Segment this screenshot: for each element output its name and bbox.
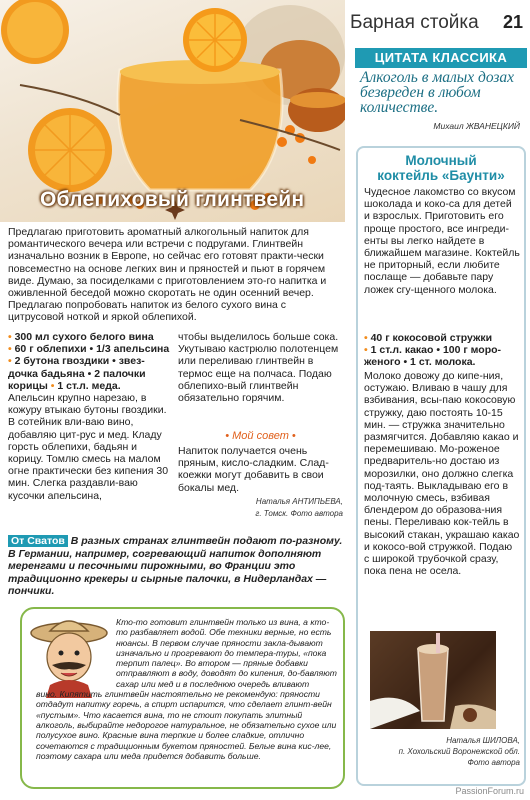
author-place: п. Хохольский Воронежской обл. (398, 747, 520, 756)
cocktail-title: Молочный коктейль «Баунти» (377, 153, 505, 183)
ingredient-item: • 60 г облепихи • 1/3 апельсина (8, 343, 170, 356)
ingredient-item: • 40 г кокосовой стружки (364, 332, 493, 344)
chef-advice-bottom: вино. Кипятить глинтвейн настоятельно не рекомендую: пряности отдадут напитку горечь, а спирт испарится, что сделает глинт-вейн «пустым». Что касается вина, то не стоит покупать элитный алкоголь, выбирайте недорогое натуральное, не обязательно сухое или полусухое вино. Красные вина терпкие и более сладкие, отлично сочетаются с традиционным букетом пряностей. Белые вина кис-лее, поэтому сахара или меда придется добавить больше. (36, 689, 337, 761)
recipe-title: Облепиховый глинтвейн (40, 188, 305, 211)
tip-text: Напиток получается очень пряным, кисло-сладким. Слад-коежки могут добавить в свои бокалы мед. (178, 445, 329, 494)
milkshake-illustration (370, 631, 496, 729)
page-number: 21 (502, 12, 523, 32)
method-text: Апельсин крупно нарезаю, в кожуру втыкаю бутоны гвоздики. В сотейник вли-ваю вино, добавляю цит-рус и мед. Кладу горсть облепихи, бадьян и корицу. Томлю смесь на малом огне практически без кипения 30 мин. Слегка раздавли-ваю кусочки апельсина, (8, 392, 169, 502)
author-name: Наталья АНТИПЬЕВА, (255, 497, 343, 506)
milkshake-photo (370, 631, 496, 729)
cocktail-intro: Чудесное лакомство со вкусом шоколада и коко-са для детей и взрослых. Приготовить его проще простого, все ингреди-енты вы легко найдете в ближайшем магазине. Коктейль не приторный, если любите послаще — добавьте пару ложек сгу-щенного молока. (364, 186, 520, 296)
quote-band: ЦИТАТА КЛАССИКА (355, 48, 527, 68)
tip-label: • Мой совет • (225, 430, 296, 442)
chef-advice-top: Кто-то готовит глинтвейн только из вина, а кто-то разбавляет водой. Обе техники верные, но есть нюансы. В первом случае пряности закла-дывают изначально и прогревают до темпера-туры, «пока терпит палец». Во втором — пряные добавки отправляют в воду, доводят до кипения, до-бавляют сахар или мед и в последнюю очередь вливают (116, 617, 337, 689)
hero-photo-mulled-wine (0, 0, 345, 222)
article-author (178, 496, 343, 520)
article-right-column: чтобы выделилось больше сока. Укутываю кастрюлю полотенцем или переливаю глинтвейн в термос еще на полчаса. Подаю облепихо-вый глинтвейн обязательно горячим. (178, 331, 339, 405)
section-header (350, 10, 525, 36)
section-name: Барная стойка (350, 12, 479, 33)
ingredient-item: • 300 мл сухого белого вина (8, 331, 154, 343)
author-name: Наталья ШИЛОВА, (446, 736, 520, 745)
svatov-note (8, 535, 344, 598)
quote-author: Михаил ЖВАНЕЦКИЙ (433, 121, 520, 131)
svatov-label: От Сватов (8, 535, 68, 547)
author-place: г. Томск. Фото автора (255, 509, 343, 518)
svatov-text: В разных странах глинтвейн подают по-разному. В Германии, например, согревающий напиток дополняют меренгами и песочными пирожными, во Франции это традиционно крекеры и сырные палочки, в Нидерландах — пончики. (8, 535, 343, 598)
article-intro: Предлагаю приготовить ароматный алкогольный напиток для романтического вечера или встречи с подругами. Глинтвейн изначально возник в Европе, но сейчас его готовят практи-чески повсеместно на основе легких вин и пряностей и пьют в горячем виде. Думаю, за посиделками с приготовлением это-го напитка и оживленной беседой можно скоротать не один осенний вечер. Предлагаю попробовать напиток из белого сухого вина с цитрусовой ноткой и яркой облепихой. (8, 226, 327, 324)
watermark: PassionForum.ru (455, 786, 524, 796)
ingredient-item: • 2 бутона гвоздики • звез-дочка бадьяна • 2 палочки корицы • 1 ст.л. меда. (8, 355, 146, 392)
quote-text: Алкоголь в малых дозах безвреден в любом количестве. (360, 69, 515, 116)
cocktail-method: Молоко довожу до кипе-ния, остужаю. Вливаю в чашу для взбивания, всы-паю кокосовую стружку, даю постоять 10-15 мин. — стружка значительно размягчится. Добавляю какао и перемешиваю. Мо-роженое предваритель-но достаю из морозилки, оно должно слегка под-таять. Выкладываю его в молочную смесь, взбивая блендером до образова-ния пены. Переливаю кок-тейль в высокий стакан, украшаю какао и кокосо-вой стружкой. Подаю с широкой трубочкой сразу, пока пена не осела. (364, 370, 520, 578)
cocktail-author (360, 735, 520, 768)
article-left-column (8, 331, 173, 502)
photo-credit: Фото автора (467, 758, 520, 767)
chef-advice-text (36, 617, 340, 761)
ingredient-item: • 1 ст.л. какао • 100 г моро-женого • 1 ст. молока. (364, 344, 502, 369)
cocktail-ingredients (364, 332, 520, 369)
